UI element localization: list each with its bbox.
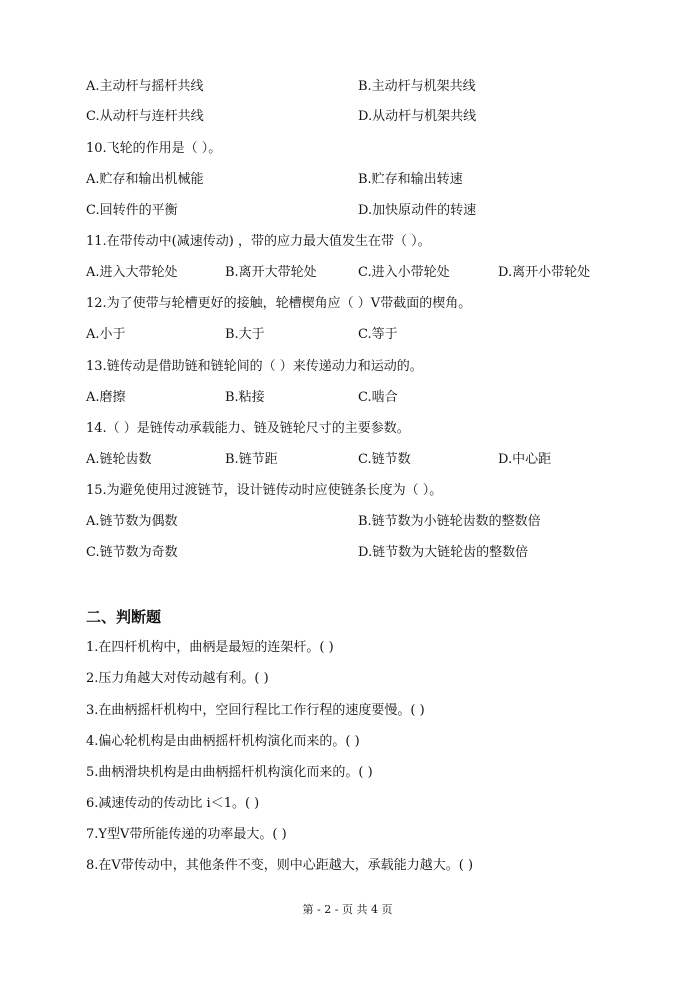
q10-option-c: C.回转件的平衡 (86, 203, 178, 218)
q15-option-c: C.链节数为奇数 (86, 545, 178, 560)
q12-stem: 12.为了使带与轮槽更好的接触，轮槽楔角应（ ）V带截面的楔角。 (86, 296, 472, 311)
q9-option-b: B.主动杆与机架共线 (358, 79, 476, 94)
q13-stem: 13.链传动是借助链和链轮间的（ ）来传递动力和运动的。 (86, 359, 423, 374)
judgement-item: 3.在曲柄摇杆机构中，空回行程比工作行程的速度要慢。( ) (86, 703, 425, 718)
q14-option-d: D.中心距 (498, 452, 552, 467)
q15-stem: 15.为避免使用过渡链节，设计链传动时应使链条长度为（ ）。 (86, 483, 443, 498)
q10-option-a: A.贮存和输出机械能 (86, 172, 204, 187)
q10-option-b: B.贮存和输出转速 (358, 172, 463, 187)
judgement-item: 8.在V带传动中，其他条件不变，则中心距越大，承载能力越大。( ) (86, 858, 474, 873)
q14-stem: 14.（ ）是链传动承载能力、链及链轮尺寸的主要参数。 (86, 421, 410, 436)
q12-option-c: C.等于 (358, 327, 398, 342)
q11-option-a: A.进入大带轮处 (86, 265, 178, 280)
q15-option-d: D.链节数为大链轮齿的整数倍 (358, 545, 529, 560)
q13-option-b: B.粘接 (225, 390, 265, 405)
q15-option-b: B.链节数为小链轮齿数的整数倍 (358, 514, 541, 529)
judgement-item: 2.压力角越大对传动越有利。( ) (86, 671, 269, 686)
judgement-item: 1.在四杆机构中，曲柄是最短的连架杆。( ) (86, 640, 334, 655)
judgement-item: 5.曲柄滑块机构是由曲柄摇杆机构演化而来的。( ) (86, 765, 373, 780)
judgement-item: 4.偏心轮机构是由曲柄摇杆机构演化而来的。( ) (86, 734, 360, 749)
section-title-judgement: 二、判断题 (86, 608, 162, 626)
q9-option-d: D.从动杆与机架共线 (358, 109, 477, 124)
q10-option-d: D.加快原动件的转速 (358, 203, 477, 218)
q13-option-c: C.啮合 (358, 390, 398, 405)
page-number-footer: 第 - 2 - 页 共 4 页 (302, 903, 393, 916)
q15-option-a: A.链节数为偶数 (86, 514, 178, 529)
q11-option-d: D.离开小带轮处 (498, 265, 591, 280)
judgement-item: 6.减速传动的传动比 i＜1。( ) (86, 796, 260, 811)
q9-option-c: C.从动杆与连杆共线 (86, 109, 204, 124)
q13-option-a: A.磨擦 (86, 390, 126, 405)
q14-option-b: B.链节距 (225, 452, 278, 467)
q11-option-b: B.离开大带轮处 (225, 265, 317, 280)
q12-option-b: B.大于 (225, 327, 265, 342)
q14-option-c: C.链节数 (358, 452, 411, 467)
q9-option-a: A.主动杆与摇杆共线 (86, 79, 204, 94)
judgement-item: 7.Y型V带所能传递的功率最大。( ) (86, 827, 287, 842)
q14-option-a: A.链轮齿数 (86, 452, 152, 467)
q11-stem: 11.在带传动中(减速传动) ，带的应力最大值发生在带（ ）。 (86, 234, 431, 249)
q12-option-a: A.小于 (86, 327, 126, 342)
q11-option-c: C.进入小带轮处 (358, 265, 450, 280)
q10-stem: 10.飞轮的作用是（ ）。 (86, 141, 222, 156)
